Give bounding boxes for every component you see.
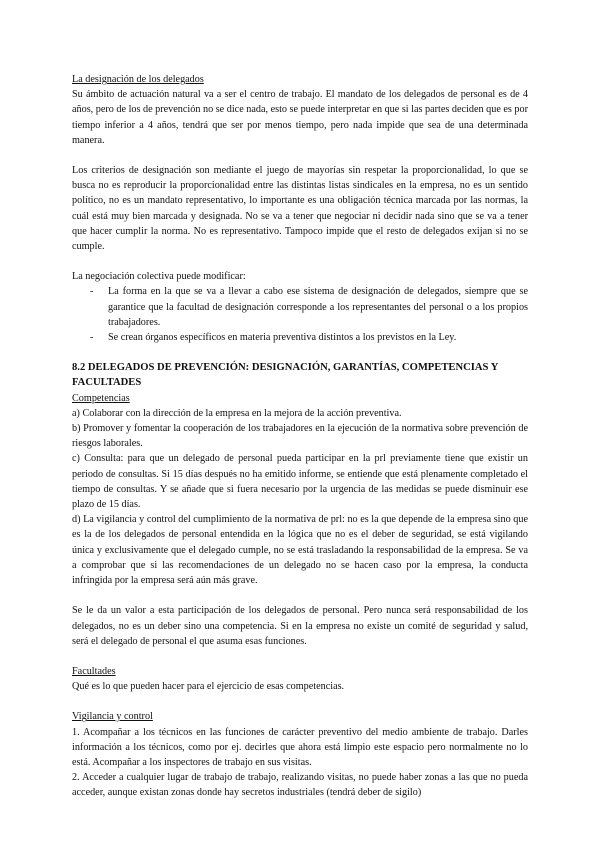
vigilancia-item-1: 1. Acompañar a los técnicos en las funciones de carácter preventivo del medio ambiente de trabajo. Darles información a los técnicos, como por ej. decirles que ahora está limpio este espacio pero normalmente no lo está. Acompañar a los inspectores de trabajo en sus visitas. — [72, 726, 528, 768]
list-item: - Se crean órganos específicos en materia preventiva distintos a los previstos en la Ley. — [90, 332, 457, 344]
bullet-list — [72, 284, 528, 345]
competencia-d: d) La vigilancia y control del cumplimiento de la normativa de prl: no es la que depende de la empresa sino que es la de los delegados de personal entendida en la lógica que no es el deber de seguridad, se está vigilando única y exclusivamente que el delegado cumple, no se está trasladando la responsabilidad de la empresa. Se va a comprobar que si las recomendaciones de un delegado no se hacen caso por la empresa, la conducta infringida por la empresa será aún más grave. — [72, 514, 528, 587]
paragraph-facultades: Qué es lo que pueden hacer para el ejercicio de esas competencias. — [72, 681, 345, 693]
competencia-b: b) Promover y fomentar la cooperación de los trabajadores en la ejecución de la normativa sobre prevención de riesgos laborales. — [72, 423, 528, 450]
paragraph-valor: Se le da un valor a esta participación de los delegados de personal. Pero nunca será responsabilidad de los delegados, no es un deber sino una competencia. Si en la empresa no existe un comité de seguridad y salud, será el delegado de personal el que asuma esas funciones. — [72, 605, 528, 647]
subsection-title-facultades: Facultades — [72, 665, 116, 677]
paragraph-negociacion: La negociación colectiva puede modificar: — [72, 271, 246, 283]
section-heading-8-2: 8.2 DELEGADOS DE PREVENCIÓN: DESIGNACIÓN, GARANTÍAS, COMPETENCIAS Y FACULTADES — [72, 362, 498, 389]
competencia-a: a) Colaborar con la dirección de la empresa en la mejora de la acción preventiva. — [72, 407, 402, 419]
subsection-title-vigilancia: Vigilancia y control — [72, 711, 153, 723]
subsection-title-competencias: Competencias — [72, 392, 130, 404]
competencia-c: c) Consulta: para que un delegado de personal pueda participar en la prl previamente tiene que existir un periodo de consultas. Si 15 días después no ha emitido informe, se entiende que está plenamente completado el tiempo de consultas. Y se añade que si fuera necesario por la urgencia de las medidas se puede disminuir ese plazo de 15 días. — [72, 453, 528, 511]
list-item: - La forma en la que se va a llevar a cabo ese sistema de designación de delegados, siempre que se garantice que la facultad de designación corresponde a los representantes del personal o a los propios trabajadores. — [90, 286, 528, 328]
paragraph-ambito: Su ámbito de actuación natural va a ser el centro de trabajo. El mandato de los delegados de personal es de 4 años, pero de los de prevención no se dice nada, esto se puede interpretar en que si las partes deciden que es por tiempo inferior a 4 años, tendrá que ser por menos tiempo, pero nada impide que sea de una determinada manera. — [72, 89, 529, 146]
section-title-designacion: La designación de los delegados — [72, 74, 204, 85]
paragraph-criterios: Los criterios de designación son mediante el juego de mayorías sin respetar la proporcionalidad, lo que se busca no es reproducir la proporcionalidad entre las distintas listas sindicales en la empresa, no es un sentido político, no es un mandato representativo, lo importante es una obligación técnica marcada por las normas, la cuál está muy bien marcada y designada. No se va a tener que negociar ni decidir nada sino que se va a tener que hacer cumplir la norma. No es representativo. Tampoco impide que el resto de delegados exijan si no se cumple. — [72, 165, 528, 253]
vigilancia-item-2: 2. Acceder a cualquier lugar de trabajo de trabajo, realizando visitas, no puede haber zonas a las que no pueda acceder, aunque existan zonas donde hay secretos industriales (tendrá deber de sigilo) — [72, 772, 528, 799]
document-page — [72, 72, 528, 801]
